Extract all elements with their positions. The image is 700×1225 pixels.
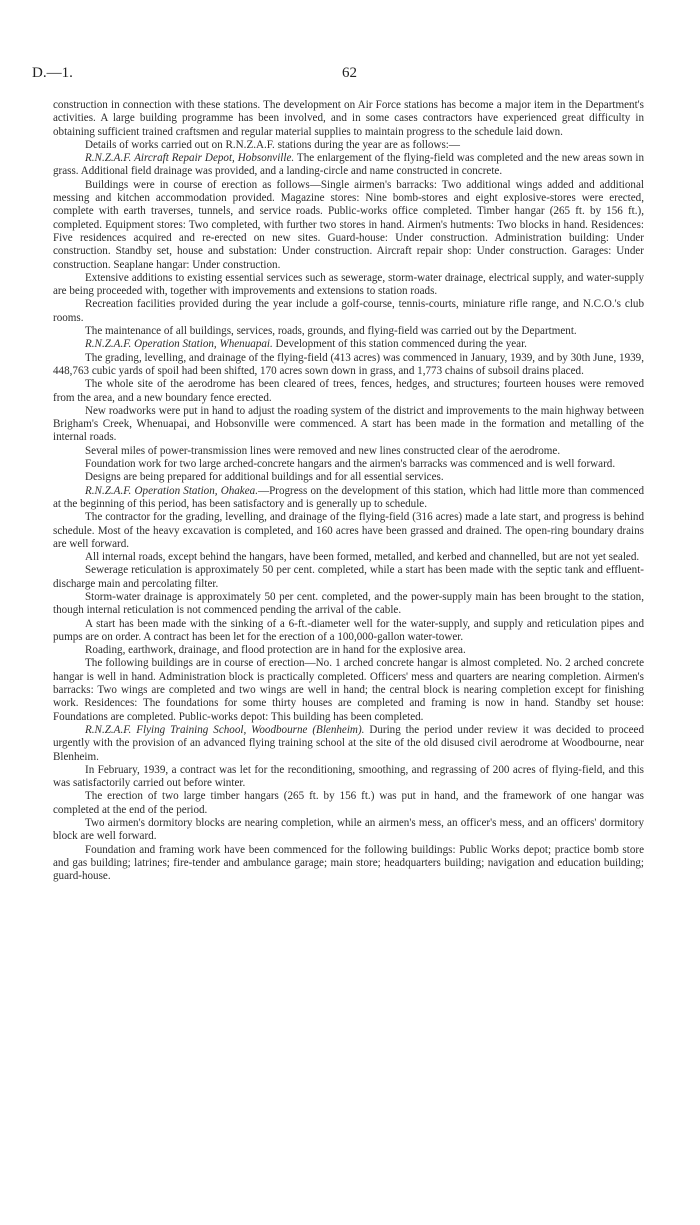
paragraph-text: Designs are being prepared for additional buildings and for all essential services.	[85, 471, 444, 484]
paragraph-text: The whole site of the aerodrome has been cleared of trees, fences, hedges, and structures; fourteen houses were removed from the area, and a new boundary fence erected.	[53, 378, 644, 404]
document-reference: D.—1.	[32, 65, 73, 81]
paragraph-text: The contractor for the grading, levelling, and drainage of the flying-field (316 acres) made a late start, and progress is behind schedule. Most of the heavy excavation is completed, and 160 acres have been grassed and drained. The open-ring boundary drains are well forward.	[53, 511, 644, 550]
paragraph	[53, 352, 644, 379]
paragraph	[53, 378, 644, 405]
paragraph-text: All internal roads, except behind the hangars, have been formed, metalled, and kerbed and channelled, but are not yet sealed.	[85, 551, 640, 564]
paragraph	[53, 790, 644, 817]
station-heading: R.N.Z.A.F. Operation Station, Ohakea.	[85, 484, 258, 497]
page-number: 62	[342, 65, 357, 81]
paragraph	[53, 298, 644, 325]
paragraph-text: New roadworks were put in hand to adjust the roading system of the district and improvements to the main highway between Brigham's Creek, Whenuapai, and Hobsonville were commenced. A start has been made in the formation and metalling of the internal roads.	[53, 404, 644, 444]
paragraph-text: Foundation work for two large arched-concrete hangars and the airmen's barracks was commenced and is well forward.	[85, 458, 616, 471]
page-header	[32, 65, 660, 85]
paragraph	[53, 405, 644, 445]
paragraph-text: Foundation and framing work have been commenced for the following buildings: Public Works depot; practice bomb store and gas building; latrines; fire-tender and ambulance garage; main store; headquarters building; navigation and education building; guard-house.	[53, 843, 644, 883]
station-heading: R.N.Z.A.F. Flying Training School, Woodbourne (Blenheim).	[85, 723, 365, 736]
paragraph-text: Roading, earthwork, drainage, and flood protection are in hand for the explosive area.	[85, 644, 466, 657]
paragraph-text: A start has been made with the sinking of a 6-ft.-diameter well for the water-supply, and supply and reticulation pipes and pumps are on order. A contract has been let for the erection of a 100,000-gallon water-tower.	[53, 617, 644, 643]
paragraph-text: The erection of two large timber hangars (265 ft. by 156 ft.) was put in hand, and the framework of one hangar was completed at the end of the period.	[53, 790, 644, 816]
paragraph-text: —Progress on the development of this station, which had little more than commenced at the beginning of this period, has been satisfactory and is generally up to schedule.	[53, 484, 645, 510]
station-heading: R.N.Z.A.F. Operation Station, Whenuapai.	[85, 338, 273, 351]
paragraph	[53, 471, 644, 484]
paragraph	[53, 564, 644, 591]
paragraph-text: Extensive additions to existing essential services such as sewerage, storm-water drainage, electrical supply, and water-supply are being proceeded with, together with improvements and extensions to station roads.	[53, 271, 644, 298]
paragraph	[53, 445, 644, 458]
paragraph	[53, 485, 644, 512]
paragraph	[53, 551, 644, 564]
paragraph	[53, 724, 644, 764]
paragraph	[53, 657, 644, 723]
paragraph	[53, 458, 644, 471]
paragraph	[53, 511, 644, 551]
paragraph-text: construction in connection with these stations. The development on Air Force stations has become a major item in the Department's activities. A large building programme has been involved, and in some cases contractors have experienced great difficulty in obtaining sufficient trained craftsmen and regular material supplies to maintain progress to the schedule laid down.	[53, 99, 644, 138]
paragraph	[53, 152, 644, 179]
paragraph-text: Storm-water drainage is approximately 50 per cent. completed, and the power-supply main has been brought to the station, though internal reticulation is not commenced pending the arrival of the cable.	[53, 590, 644, 617]
paragraph	[53, 817, 644, 844]
paragraph-text: During the period under review it was decided to proceed urgently with the provision of an advanced flying training school at the site of the old disused civil aerodrome at Woodbourne, near Blenheim.	[53, 723, 644, 763]
paragraph-text: Recreation facilities provided during the year include a golf-course, tennis-courts, miniature rifle range, and N.C.O.'s club rooms.	[53, 298, 644, 324]
paragraph	[53, 844, 644, 884]
paragraph	[53, 338, 644, 351]
paragraph-text: Development of this station commenced during the year.	[272, 338, 527, 351]
paragraph	[53, 618, 644, 645]
paragraph-text: Two airmen's dormitory blocks are nearing completion, while an airmen's mess, an officer's mess, and an officers' dormitory block are well forward.	[53, 817, 644, 843]
paragraph	[53, 179, 644, 272]
paragraph-text: The grading, levelling, and drainage of the flying-field (413 acres) was commenced in January, 1939, and by 30th June, 1939, 448,763 cubic yards of spoil had been shifted, 170 acres sown down in grass, and 1,773 chains of subsoil drains placed.	[53, 351, 644, 377]
paragraph-text: Sewerage reticulation is approximately 50 per cent. completed, while a start has been made with the septic tank and effluent-discharge main and percolating filter.	[53, 564, 644, 590]
paragraph	[53, 272, 644, 299]
paragraph	[53, 764, 644, 791]
paragraph	[53, 139, 644, 152]
paragraph-text: The following buildings are in course of erection—No. 1 arched concrete hangar is almost completed. No. 2 arched concrete hangar is well in hand. Administration block is practically completed. Officers' mess and quarters are nearing completion. Airmen's barracks: Two wings are completed and two wings are well in hand; the central block is nearing completion except for finishing work. Residences: The foundations for some thirty houses are completed and framing is now in hand. Standby set house: Foundations are completed. Public-works depot: This building has been completed.	[53, 657, 644, 723]
paragraph-text: Several miles of power-transmission lines were removed and new lines constructed clear of the aerodrome.	[85, 444, 561, 457]
paragraph	[53, 644, 644, 657]
paragraph-text: The maintenance of all buildings, services, roads, grounds, and flying-field was carried out by the Department.	[85, 325, 577, 338]
station-heading: R.N.Z.A.F. Aircraft Repair Depot, Hobsonville.	[85, 152, 295, 165]
paragraph	[53, 99, 644, 139]
paragraph	[53, 591, 644, 618]
body-text	[53, 99, 644, 884]
paragraph	[53, 325, 644, 338]
paragraph-text: In February, 1939, a contract was let for the reconditioning, smoothing, and regrassing of 200 acres of flying-field, and this was satisfactorily carried out before winter.	[53, 763, 644, 790]
paragraph-text: Buildings were in course of erection as follows—Single airmen's barracks: Two additional wings added and additional messing and kitchen accommodation provided. Magazine stores: Nine bomb-stores and eight explosive-stores were erected, complete with earth traverses, tunnels, and service roads. Public-works office completed. Timber hangar (265 ft. by 156 ft.), completed. Equipment stores: Two completed, with further two stores in hand. Airmen's hutments: Two blocks in hand. Residences: Five residences acquired and re-erected on new sites. Guard-house: Under construction. Administration building: Under construction. Standby set, house and substation: Under construction. Aircraft repair shop: Under construction. Garages: Under construction. Seaplane hangar: Under construction.	[53, 178, 644, 271]
paragraph-text: The enlargement of the flying-field was completed and the new areas sown in grass. Additional field drainage was provided, and a landing-circle and name constructed in concrete.	[53, 152, 644, 178]
paragraph-text: Details of works carried out on R.N.Z.A.F. stations during the year are as follows:—	[85, 138, 460, 151]
